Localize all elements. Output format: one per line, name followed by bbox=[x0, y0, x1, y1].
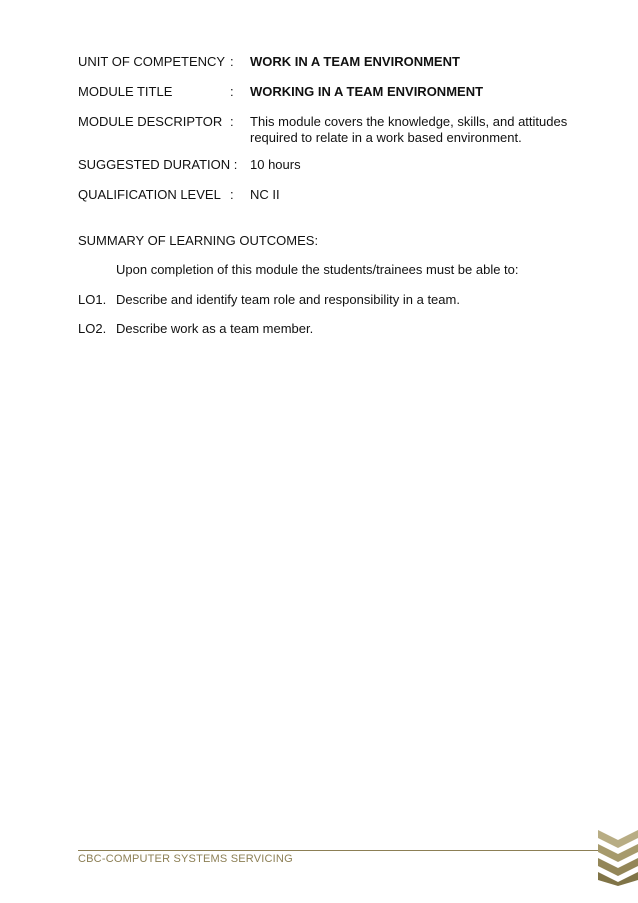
unit-colon: : bbox=[230, 54, 234, 69]
qualification-level-row bbox=[78, 187, 578, 203]
learning-outcome-2 bbox=[78, 321, 313, 337]
summary-intro: Upon completion of this module the students/trainees must be able to: bbox=[116, 262, 519, 277]
qualification-colon: : bbox=[230, 187, 234, 202]
suggested-duration-row bbox=[78, 157, 578, 173]
descriptor-colon: : bbox=[230, 114, 234, 129]
module-title-row bbox=[78, 84, 578, 100]
chevron-stack-icon bbox=[598, 826, 638, 886]
unit-of-competency-label: UNIT OF COMPETENCY bbox=[78, 54, 226, 69]
learning-outcome-text: Describe and identify team role and responsibility in a team. bbox=[116, 292, 460, 307]
unit-of-competency-row bbox=[78, 54, 578, 70]
qualification-level-value: NC II bbox=[250, 187, 280, 202]
footer-text: CBC-COMPUTER SYSTEMS SERVICING bbox=[78, 853, 293, 865]
module-descriptor-value: This module covers the knowledge, skills, and attitudes required to relate in a work based environment. bbox=[250, 114, 568, 145]
learning-outcome-text: Describe work as a team member. bbox=[116, 321, 314, 336]
learning-outcome-number: LO2. bbox=[78, 321, 107, 336]
module-title-label: MODULE TITLE bbox=[78, 84, 173, 99]
suggested-duration-label: SUGGESTED DURATION : bbox=[78, 157, 238, 172]
footer-divider bbox=[78, 850, 600, 851]
learning-outcome-1 bbox=[78, 292, 460, 308]
suggested-duration-value: 10 hours bbox=[250, 157, 301, 172]
summary-heading: SUMMARY OF LEARNING OUTCOMES: bbox=[78, 233, 319, 248]
module-descriptor-label: MODULE DESCRIPTOR bbox=[78, 114, 223, 129]
learning-outcome-number: LO1. bbox=[78, 292, 107, 307]
qualification-level-label: QUALIFICATION LEVEL bbox=[78, 187, 221, 202]
unit-of-competency-value: WORK IN A TEAM ENVIRONMENT bbox=[250, 54, 460, 69]
module-title-value: WORKING IN A TEAM ENVIRONMENT bbox=[250, 84, 484, 99]
module-colon: : bbox=[230, 84, 234, 99]
module-descriptor-row bbox=[78, 114, 578, 146]
